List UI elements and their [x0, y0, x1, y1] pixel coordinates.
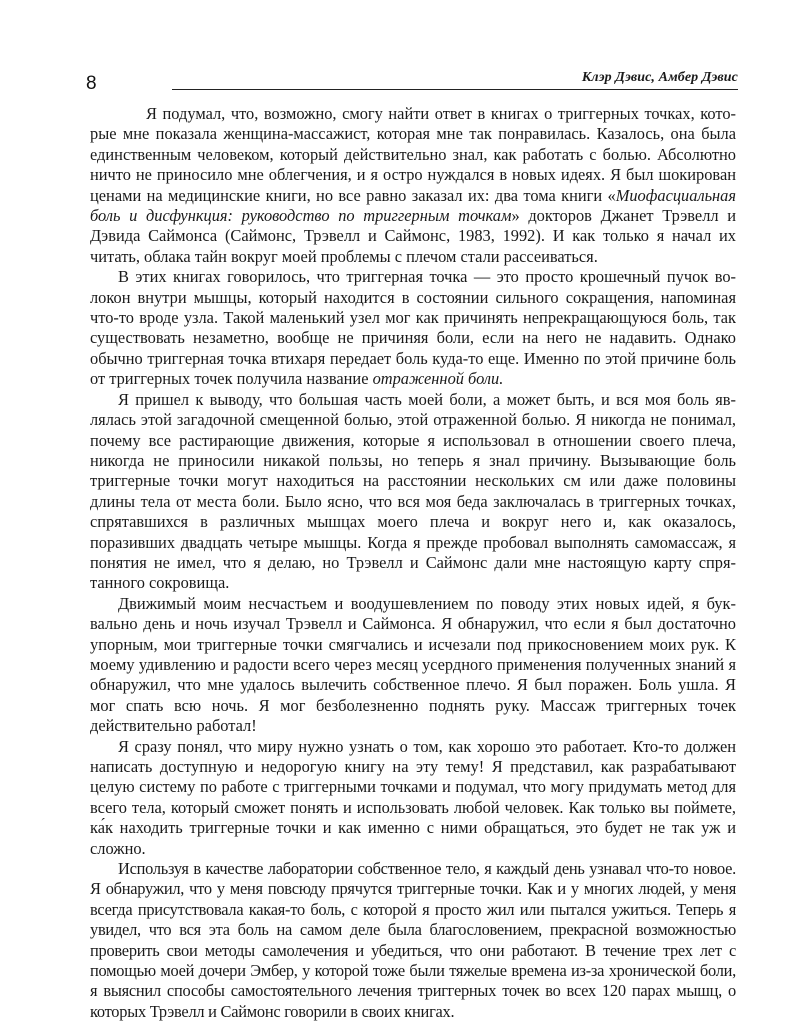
- paragraph-6: Используя в качестве лаборатории собственное тело, я каждый день узнавал что-то новое. Я обнаружил, что у меня повсюду прячутся триггерные точки. Как и у многих людей, у меня всегда присутствовала какая-то боль, с которой я просто жил или пытался ужиться. Теперь я увидел, что вся эта боль на самом деле была благословением, прекрасной возможностью проверить свои методы самолечения и убедиться, что они работают. В течение трех лет с помощью моей дочери Эмбер, у которой тоже были тяжелые времена из-за хронической боли, я выяснил способы самостоятельного лечения триггерных точек во всех 120 парах мышц, о которых Трэвелл и Саймонс говорили в своих книгах.: [90, 859, 736, 1021]
- referred-pain-term: отраженной боли.: [372, 369, 504, 389]
- body-text: [90, 104, 736, 1022]
- paragraph-2-text-a: В этих книгах говорилось, что триггерная точка — это просто крошечный пучок волокон внутри мышцы, который находится в состоянии сильного сокращения, напоминая что-то вроде узла. Такой маленький узел мог как причинять непрекращающуюся боль, так существовать незаметно, вообще не причиняя боли, если на него не надавить. Однако обычно триггерная точка втихаря передает боль куда-то еще. Именно по этой причине боль от триггерных точек получила название: [90, 267, 736, 389]
- paragraph-1: [90, 104, 736, 267]
- paragraph-1-text-a: Я подумал, что, возможно, смогу найти ответ в книгах о триггерных точках, которые мне показала женщина-массажист, которая мне так понравилась. Казалось, она была единственным человеком, который действительно знал, как работать с болью. Абсолютно ничто не приносило мне облегчения, и я остро нуждался в новых идеях. Я был шокирован ценами на медицинские книги, но все равно заказал их: два тома книги «: [90, 104, 736, 205]
- paragraph-4: Движимый моим несчастьем и воодушевлением по поводу этих новых идей, я буквально день и ночь изучал Трэвелл и Саймонса. Я обнаружил, что если я был достаточно упорным, мои триггерные точки смягчались и исчезали под прикосновением моих рук. К моему удивлению и радости всего через месяц усердного применения полученных знаний я обнаружил, что мне удалось вылечить собственное плечо. Я был поражен. Боль ушла. Я мог спать всю ночь. Я мог безболезненно поднять руку. Массаж триггерных точек действительно работал!: [90, 593, 736, 736]
- paragraph-1-text-b: » докторов Джанет Трэвелл и Дэвида Саймонса (Саймонс, Трэвелл и Саймонс, 1983, 1992). И как только я начал их читать, облака тайн вокруг моей проблемы с плечом стали рассеиваться.: [90, 206, 737, 266]
- book-title-italic: Миофасциальная боль и дисфункция: руководство по триггерным точкам: [90, 185, 736, 226]
- paragraph-5: Я сразу понял, что миру нужно узнать о том, как хорошо это работает. Кто-то должен написать доступную и недорогую книгу на эту тему! Я представил, как разрабатывают целую систему по работе с триггерными точками и подумал, что могу придумать метод для всего тела, который сможет понять и использовать любой человек. Как только вы поймете, ка́к находить триггерные точки и как именно с ними обращаться, это будет не так уж и сложно.: [90, 736, 736, 858]
- running-head-authors: Клэр Дэвис, Амбер Дэвис: [581, 70, 738, 85]
- paragraph-2: [90, 267, 736, 389]
- paragraph-3: Я пришел к выводу, что большая часть моей боли, а может быть, и вся моя боль являлась этой загадочной смещенной болью, этой отраженной болью. Я никогда не понимал, почему все растирающие движения, которые я использовал в отношении своего плеча, никогда не приносили никакой пользы, но теперь я знал причину. Вызывающие боль триггерные точки могут находиться на расстоянии нескольких см или даже половины длины тела от места боли. Было ясно, что вся моя беда заключалась в триггерных точках, спрятавшихся в различных мышцах моего плеча и вокруг него и, как оказалось, поразивших двадцать четыре мышцы. Когда я прежде пробовал выполнять самомассаж, я понятия не имел, что я делаю, но Трэвелл и Саймонс дали мне настоящую карту спрятанного сокровища.: [90, 389, 736, 593]
- page-header: [86, 70, 738, 92]
- page-number: 8: [86, 73, 97, 94]
- header-rule: [172, 89, 738, 90]
